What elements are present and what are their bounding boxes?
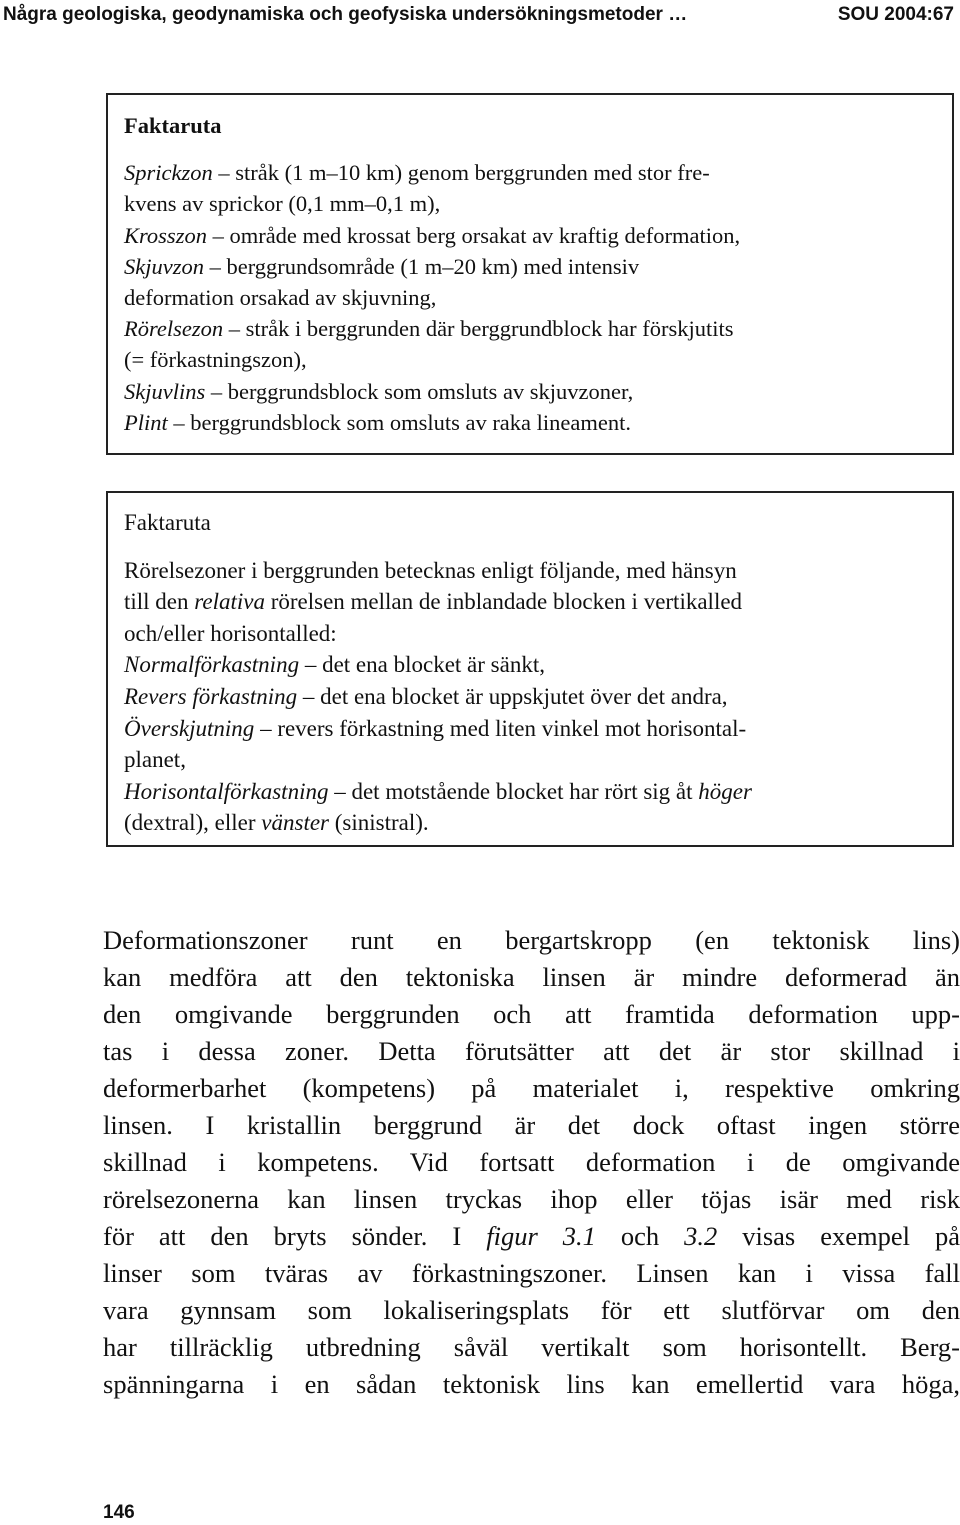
- italic-term: Normalförkastning: [124, 652, 300, 678]
- text-run: – stråk (1 m–10 km) genom berggrunden med stor fre-: [212, 160, 710, 186]
- italic-term: Plint: [124, 409, 168, 435]
- text-run: – det ena blocket är uppskjutet över det andra,: [297, 683, 728, 709]
- text-run: – stråk i berggrunden där berggrundblock har förskjutits: [223, 316, 734, 342]
- text-line: [124, 313, 938, 344]
- text-line: [103, 996, 960, 1033]
- text-run: planet,: [124, 747, 186, 773]
- text-line: [124, 282, 938, 313]
- text-line: [103, 1292, 960, 1329]
- italic-term: Sprickzon: [124, 160, 213, 186]
- italic-term: Skjuvlins: [124, 378, 206, 404]
- italic-term: Krosszon: [124, 222, 207, 248]
- italic-term: vänster: [261, 810, 329, 836]
- text-line: [103, 1033, 960, 1070]
- text-line: [124, 188, 938, 219]
- text-line: [103, 1218, 960, 1255]
- fact-box-zones: [106, 93, 954, 455]
- text-run: tas i dessa zoner. Detta förutsätter att det är stor skillnad i: [103, 1036, 960, 1066]
- italic-term: figur 3.1: [486, 1221, 596, 1251]
- text-run: och/eller horisontalled:: [124, 620, 337, 646]
- body-paragraph: [103, 922, 960, 1403]
- text-run: Deformationszoner runt en bergartskropp (en tektonisk lins): [103, 925, 960, 955]
- text-run: linser som tväras av förkastningszoner. Linsen kan i vissa fall: [103, 1258, 960, 1288]
- italic-term: Överskjutning: [124, 715, 255, 741]
- text-line: [103, 959, 960, 996]
- text-line: [124, 376, 938, 407]
- text-line: [124, 744, 938, 776]
- text-run: deformation orsakad av skjuvning,: [124, 285, 437, 311]
- fact-box-title: Faktaruta: [124, 113, 222, 138]
- text-line: [124, 681, 938, 713]
- italic-term: Horisontalförkastning: [124, 778, 329, 804]
- text-line: [103, 1255, 960, 1292]
- text-line: [103, 1181, 960, 1218]
- text-line: [103, 1107, 960, 1144]
- text-run: (dextral), eller: [124, 810, 262, 836]
- text-run: och: [595, 1221, 685, 1251]
- fact-box-faults: [106, 491, 954, 847]
- text-run: – berggrundsområde (1 m–20 km) med intensiv: [203, 253, 640, 279]
- text-run: den omgivande berggrunden och att framtida deformation upp-: [103, 999, 960, 1029]
- italic-term: 3.2: [684, 1221, 718, 1251]
- text-run: visas exempel på: [717, 1221, 960, 1251]
- text-line: [124, 586, 938, 618]
- text-line: [103, 1366, 960, 1403]
- text-run: kvens av sprickor (0,1 mm–0,1 m),: [124, 191, 441, 217]
- text-run: – berggrundsblock som omsluts av skjuvzoner,: [205, 378, 634, 404]
- text-run: till den: [124, 589, 195, 615]
- text-line: [103, 1144, 960, 1181]
- fact-box-lines: [124, 157, 938, 438]
- text-line: [124, 776, 938, 808]
- text-run: skillnad i kompetens. Vid fortsatt deformation i de omgivande: [103, 1147, 960, 1177]
- text-run: (sinistral).: [329, 810, 429, 836]
- header-report-number: SOU 2004:67: [837, 4, 954, 25]
- text-run: för att den bryts sönder. I: [103, 1221, 487, 1251]
- page-number: 146: [103, 1502, 135, 1523]
- text-line: [124, 713, 938, 745]
- text-line: [124, 807, 938, 839]
- text-run: – berggrundsblock som omsluts av raka lineament.: [167, 409, 631, 435]
- text-run: – område med krossat berg orsakat av kraftig deformation,: [206, 222, 741, 248]
- text-run: deformerbarhet (kompetens) på materialet i, respektive omkring: [103, 1073, 960, 1103]
- text-line: [124, 555, 938, 587]
- text-run: spänningarna i en sådan tektonisk lins kan emellertid vara höga,: [103, 1369, 960, 1399]
- italic-term: Skjuvzon: [124, 253, 204, 279]
- italic-term: relativa: [194, 589, 265, 615]
- text-line: [124, 407, 938, 438]
- text-run: har tillräcklig utbredning såväl vertikalt som horisontellt. Berg-: [103, 1332, 960, 1362]
- fact-box-title: Faktaruta: [124, 510, 211, 535]
- text-run: – revers förkastning med liten vinkel mot horisontal-: [254, 715, 747, 741]
- text-run: Rörelsezoner i berggrunden betecknas enligt följande, med hänsyn: [124, 557, 737, 583]
- text-run: rörelsen mellan de inblandade blocken i vertikalled: [264, 589, 743, 615]
- text-run: rörelsezonerna kan linsen tryckas ihop eller töjas isär med risk: [103, 1184, 960, 1214]
- text-run: linsen. I kristallin berggrund är det dock oftast ingen större: [103, 1110, 960, 1140]
- text-line: [124, 618, 938, 650]
- text-run: vara gynnsam som lokaliseringsplats för ett slutförvar om den: [103, 1295, 960, 1325]
- text-run: – det ena blocket är sänkt,: [299, 652, 545, 678]
- text-line: [103, 922, 960, 959]
- text-line: [124, 649, 938, 681]
- text-line: [124, 157, 938, 188]
- text-run: kan medföra att den tektoniska linsen är mindre deformerad än: [103, 962, 960, 992]
- italic-term: Rörelsezon: [124, 316, 224, 342]
- fact-box-lines: [124, 555, 938, 839]
- text-run: – det motstående blocket har rört sig åt: [328, 778, 699, 804]
- italic-term: höger: [698, 778, 752, 804]
- text-line: [124, 220, 938, 251]
- header-title: Några geologiska, geodynamiska och geofysiska undersökningsmetoder …: [3, 4, 688, 25]
- text-line: [124, 251, 938, 282]
- text-run: (= förkastningszon),: [124, 347, 307, 373]
- text-line: [124, 344, 938, 375]
- running-header: [0, 4, 960, 34]
- text-line: [103, 1070, 960, 1107]
- italic-term: Revers förkastning: [124, 683, 298, 709]
- text-line: [103, 1329, 960, 1366]
